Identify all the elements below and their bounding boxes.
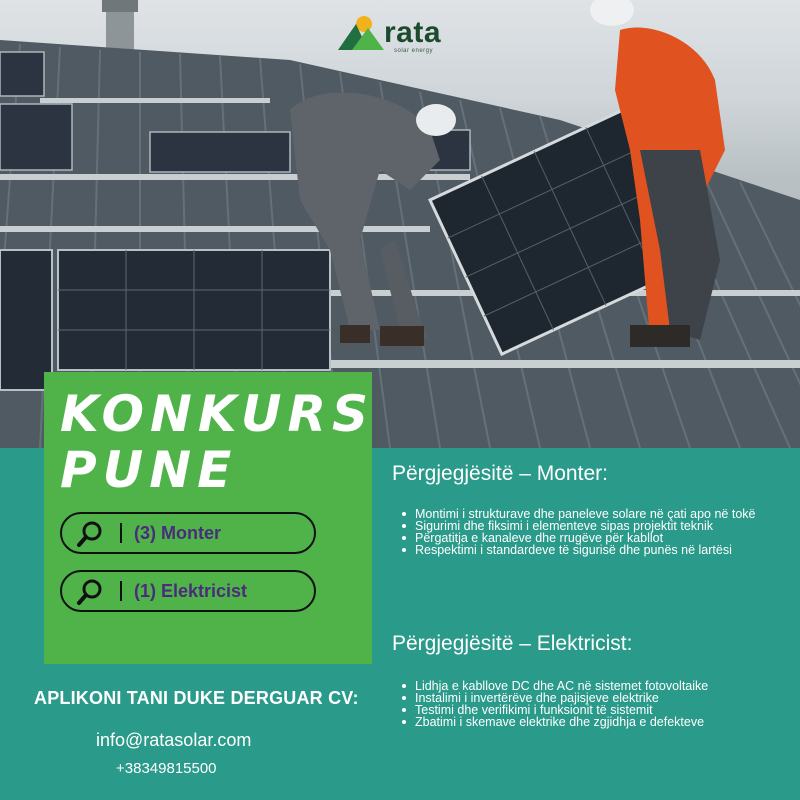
list-item: Lidhja e kabllove DC dhe AC në sistemet fotovoltaike — [400, 680, 792, 692]
headline-line-2: PUNE — [60, 441, 238, 499]
contact-phone-link[interactable]: +38349815500 — [116, 760, 217, 777]
search-icon — [76, 578, 104, 606]
headline-line-1: KONKURS — [60, 385, 374, 443]
logo-tagline: solar energy — [394, 48, 434, 54]
apply-call-to-action: APLIKONI TANI DUKE DERGUAR CV: — [34, 688, 359, 708]
elektricist-responsibilities-list — [400, 680, 792, 728]
logo-mountain-icon — [338, 12, 384, 52]
position-pill-monter[interactable] — [60, 512, 316, 554]
list-item: Respektimi i standardeve të sigurisë dhe punës në lartësi — [400, 544, 792, 556]
elektricist-responsibilities-title: Përgjegjësitë – Elektricist: — [392, 632, 633, 655]
position-label: (3) Monter — [134, 523, 221, 543]
list-item: Zbatimi i skemave elektrike dhe zgjidhja e defekteve — [400, 716, 792, 728]
list-item: Testimi dhe verifikimi i funksionit të sistemit — [400, 704, 792, 716]
list-item: Instalimi i invertërëve dhe pajisjeve elektrike — [400, 692, 792, 704]
list-item: Sigurimi dhe fiksimi i elementeve sipas projektit teknik — [400, 520, 792, 532]
job-announcement-box — [44, 372, 372, 664]
position-pill-elektricist[interactable] — [60, 570, 316, 612]
pill-divider — [120, 523, 122, 543]
list-item: Përgatitja e kanaleve dhe rrugëve për kabllot — [400, 532, 792, 544]
headline — [60, 386, 374, 498]
rata-logo — [338, 12, 468, 52]
pill-divider — [120, 581, 122, 601]
position-label: (1) Elektricist — [134, 581, 248, 601]
monter-responsibilities-title: Përgjegjësitë – Monter: — [392, 462, 608, 485]
list-item: Montimi i strukturave dhe paneleve solare në çati apo në tokë — [400, 508, 792, 520]
search-icon — [76, 520, 104, 548]
logo-word: rata — [384, 16, 442, 49]
monter-responsibilities-list — [400, 508, 792, 556]
contact-email-link[interactable]: info@ratasolar.com — [96, 730, 252, 750]
